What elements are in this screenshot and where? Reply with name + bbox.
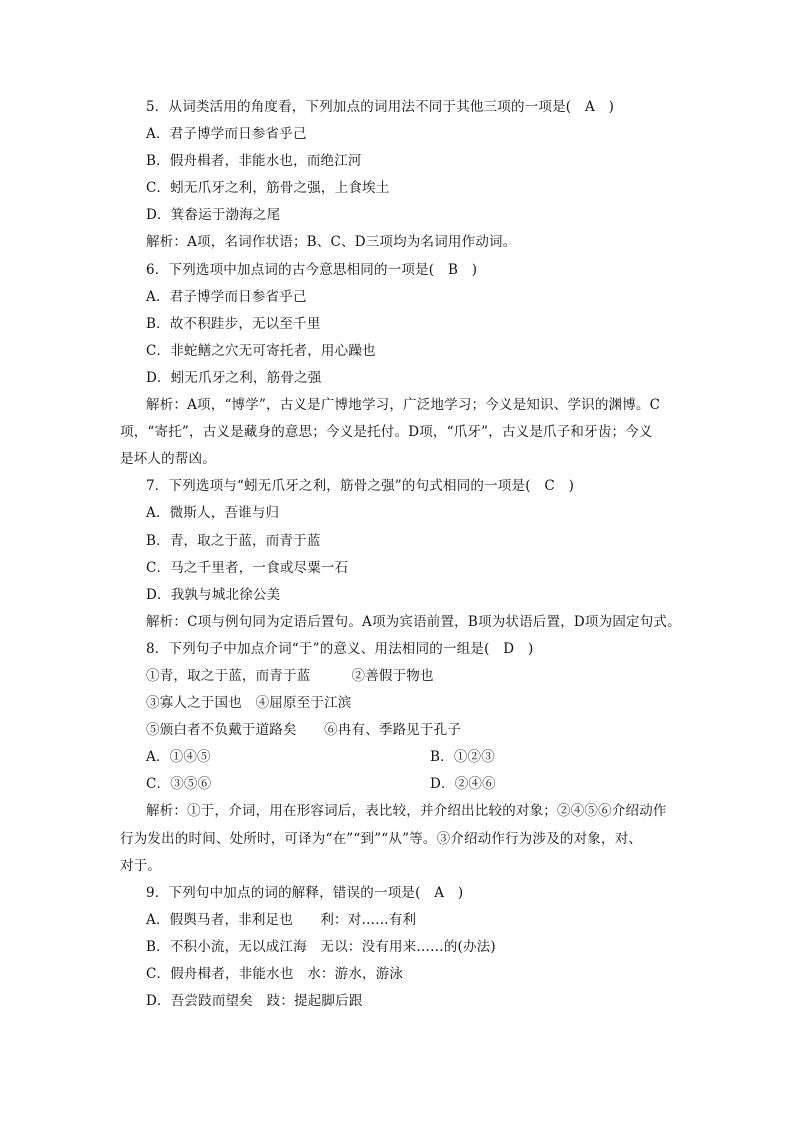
- question-8-items-line-1: ①青，取之于蓝，而青于蓝 ②善假于物也: [146, 667, 434, 684]
- question-8-explanation-line-3: 对于。: [120, 857, 162, 874]
- question-7-option-b: B．青，取之于蓝，而青于蓝: [146, 532, 321, 549]
- question-8-options-row-2: [146, 771, 674, 798]
- question-9-option-b: B．不积小流，无以成江海 无以：没有用来……的(办法): [146, 938, 496, 955]
- question-6-option-b: B．故不积跬步，无以至千里: [146, 315, 321, 332]
- question-8-items-line-2: ③寡人之于国也 ④屈原至于江滨: [146, 695, 352, 712]
- question-6-option-d: D．蚓无爪牙之利，筋骨之强: [146, 369, 322, 386]
- question-7-option-d: D．我孰与城北徐公美: [146, 586, 281, 603]
- question-7-option-a: A．微斯人，吾谁与归: [146, 505, 280, 522]
- question-9-option-d: D．吾尝跂而望矣 跂：提起脚后跟: [146, 993, 363, 1010]
- question-7-option-c: C．马之千里者，一食或尽粟一石: [146, 559, 349, 576]
- question-8-option-a: A．①④⑤: [146, 749, 211, 766]
- question-5-option-a: A．君子博学而日参省乎己: [146, 126, 307, 143]
- question-9-option-c: C．假舟楫者，非能水也 水：游水，游泳: [146, 966, 404, 982]
- question-8-option-c: C．③⑤⑥: [146, 776, 212, 793]
- question-8-option-b: B．①②③: [430, 749, 495, 766]
- question-8-option-d: D．②④⑥: [430, 776, 496, 793]
- document-content: [120, 94, 681, 1015]
- question-6-explanation-line-3: 是坏人的帮凶。: [120, 451, 216, 468]
- question-8-stem: 8．下列句子中加点介词“于”的意义、用法相同的一组是( D ): [146, 640, 534, 657]
- question-7-stem: 7．下列选项与“蚓无爪牙之利，筋骨之强”的句式相同的一项是( C ): [146, 478, 575, 495]
- question-8-options-row-1: [146, 744, 674, 771]
- question-6-explanation-line-1: 解析：A项，“博学”，古义是广博地学习，广泛地学习；今义是知识、学识的渊博。C: [146, 397, 661, 414]
- question-6-stem: 6．下列选项中加点词的古今意思相同的一项是( B ): [146, 261, 478, 278]
- question-5-stem: 5．从词类活用的角度看，下列加点的词用法不同于其他三项的一项是( A ): [146, 99, 615, 115]
- question-9-stem: 9．下列句中加点的词的解释，错误的一项是( A ): [146, 884, 464, 901]
- question-5-option-c: C．蚓无爪牙之利，筋骨之强，上食埃土: [146, 180, 390, 197]
- question-8-explanation-line-1: 解析：①于，介词，用在形容词后，表比较，并介绍出比较的对象；②④⑤⑥介绍动作: [146, 803, 667, 820]
- question-5-option-b: B．假舟楫者，非能水也，而绝江河: [146, 153, 362, 170]
- question-6-option-a: A．君子博学而日参省乎己: [146, 288, 307, 305]
- question-6-option-c: C．非蛇鳝之穴无可寄托者，用心躁也: [146, 342, 376, 359]
- question-9-option-a: A．假舆马者，非利足也 利：对……有利: [146, 911, 417, 928]
- question-6-explanation-line-2: 项，“寄托”，古义是藏身的意思；今义是托付。D项，“爪牙”，古义是爪子和牙齿；今义: [120, 424, 653, 441]
- question-5-option-d: D．箕畚运于渤海之尾: [146, 207, 281, 224]
- question-8-explanation-line-2: 行为发出的时间、处所时，可译为“在”“到”“从”等。③介绍动作行为涉及的对象，对、: [120, 830, 643, 847]
- question-7-explanation: 解析：C项与例句同为定语后置句。A项为宾语前置，B项为状语后置，D项为固定句式。: [146, 613, 681, 630]
- question-5-explanation: 解析：A项，名词作状语；B、C、D三项均为名词用作动词。: [146, 234, 517, 251]
- question-8-items-line-3: ⑤颁白者不负戴于道路矣 ⑥冉有、季路见于孔子: [146, 722, 462, 739]
